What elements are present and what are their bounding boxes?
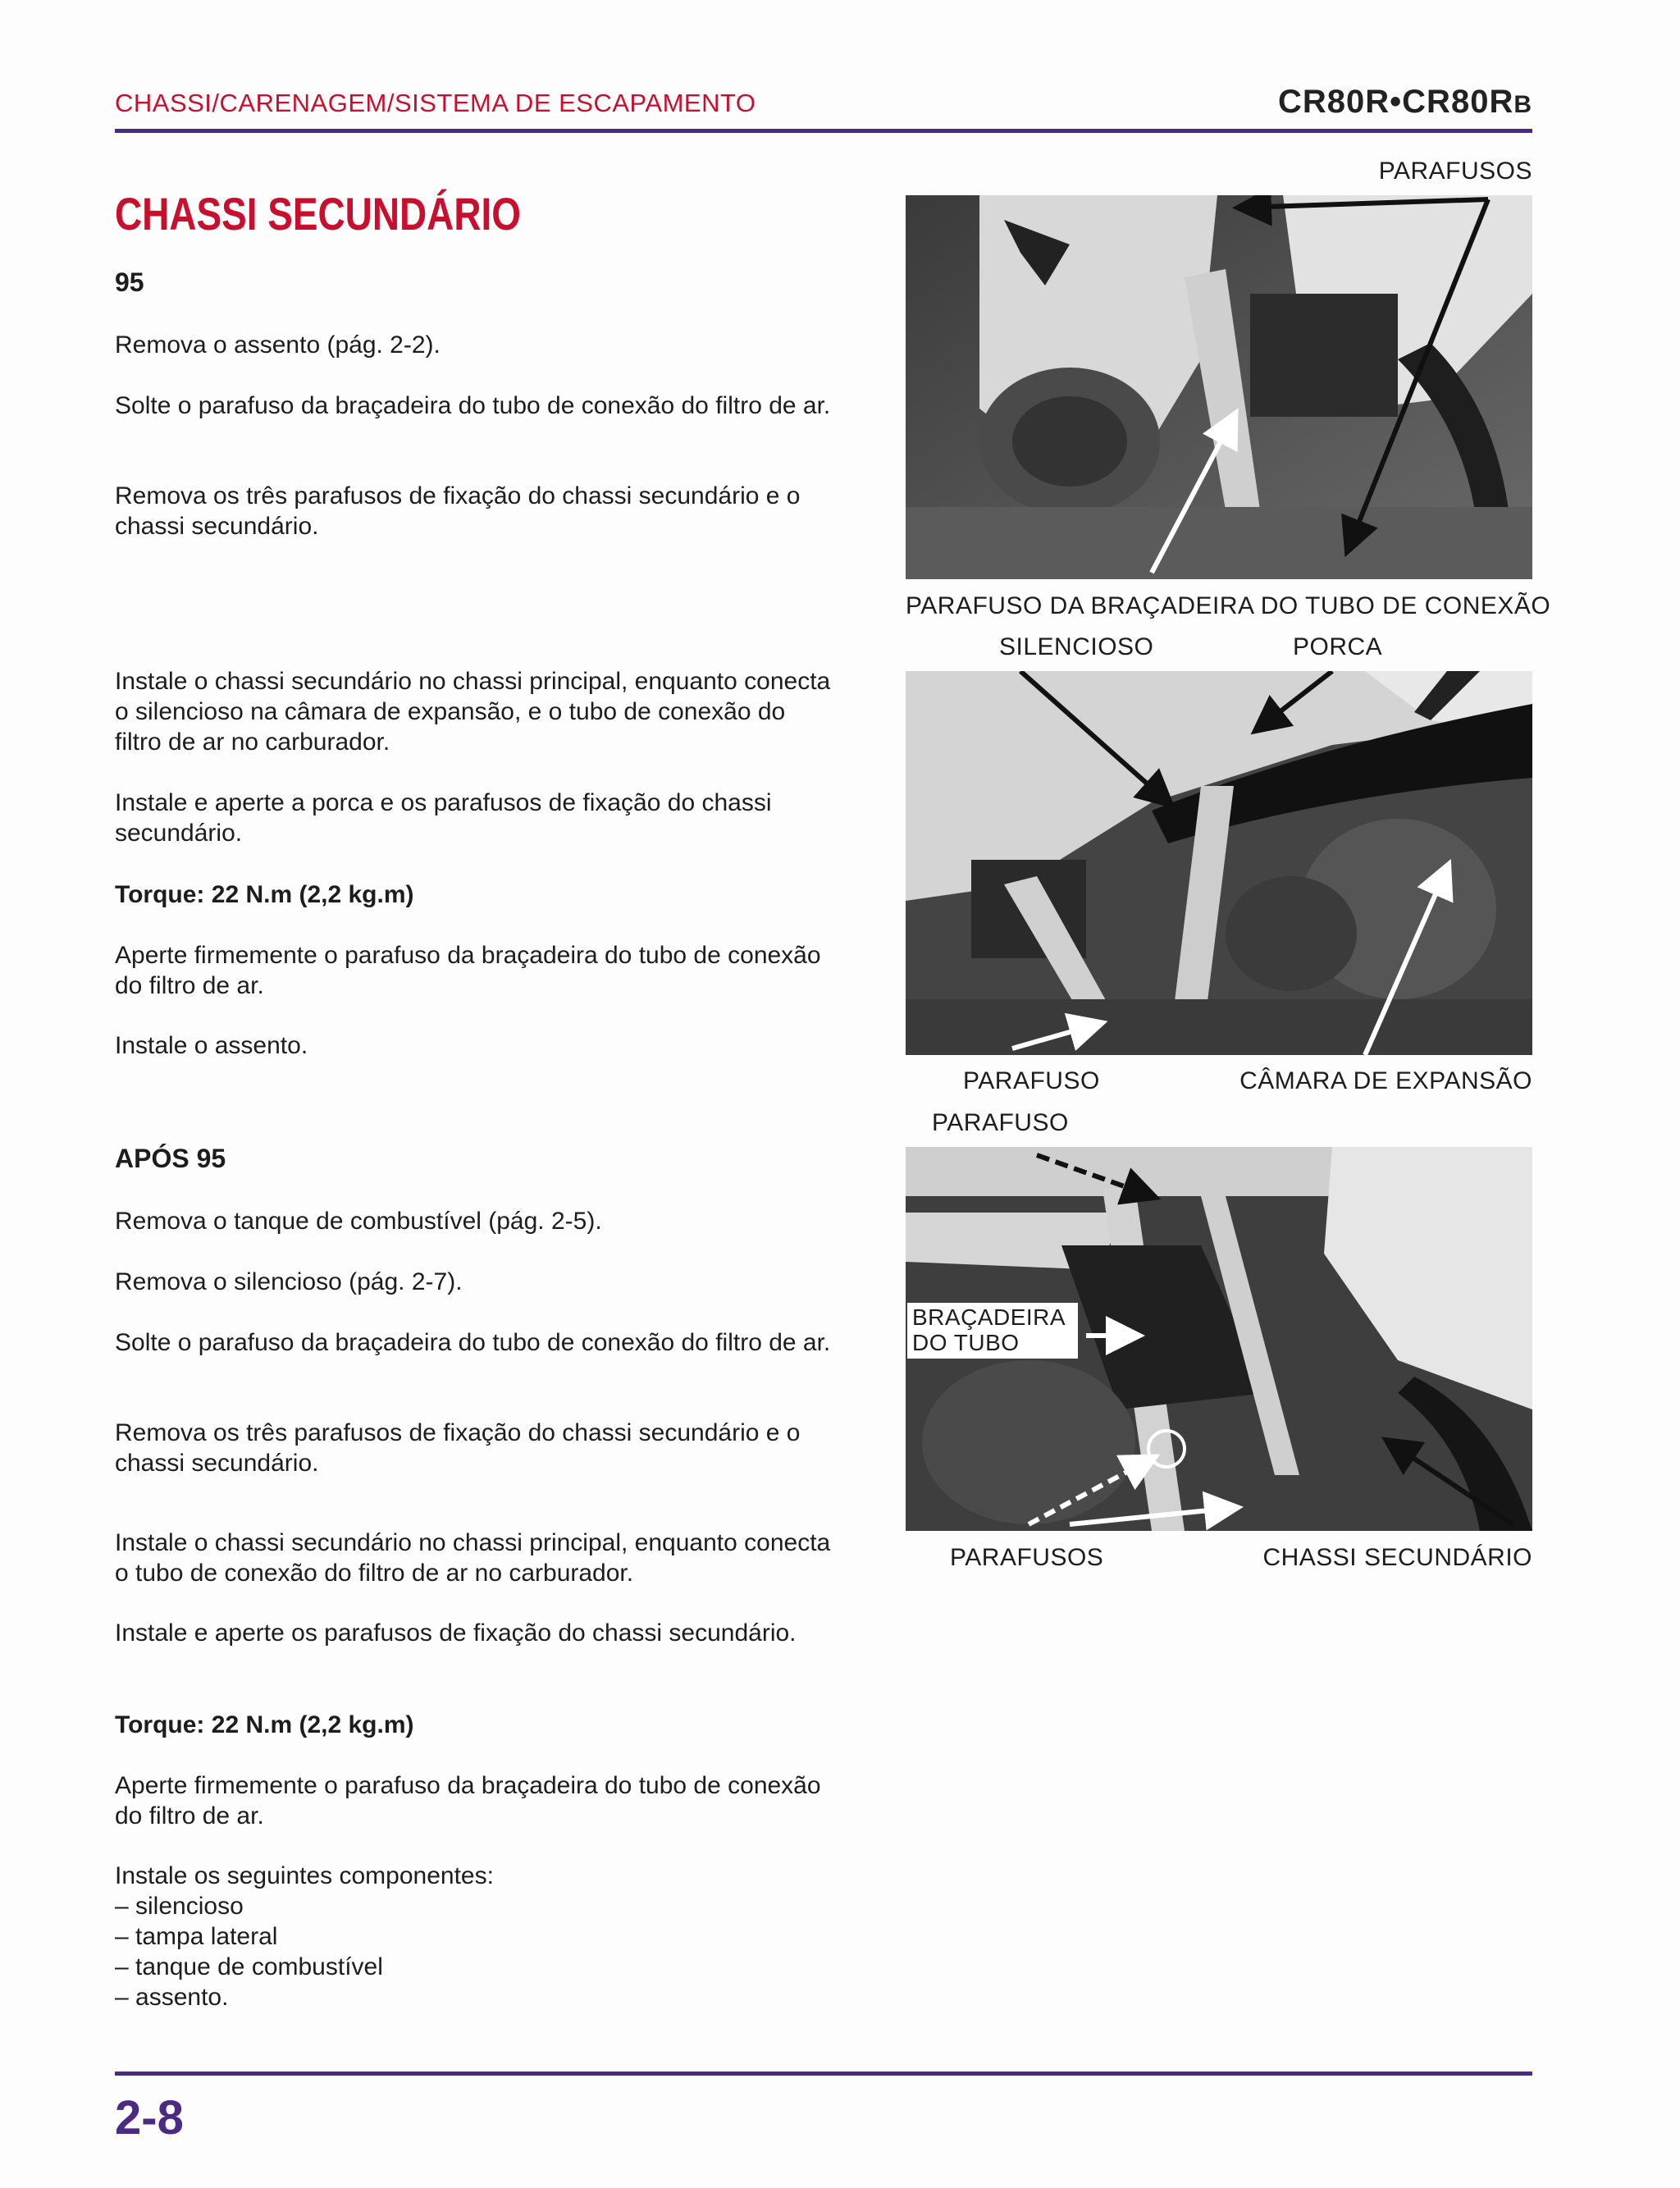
model-suffix: B: [1513, 91, 1532, 118]
section1-heading: 95: [115, 267, 144, 297]
section1-torque: Torque: 22 N.m (2,2 kg.m): [115, 881, 414, 908]
photo2-bottom-left-label: PARAFUSO: [963, 1067, 1100, 1094]
section1-step: Remova o assento (pág. 2-2).: [115, 331, 441, 359]
photo1-bottom-label: PARAFUSO DA BRAÇADEIRA DO TUBO DE CONEXÃO: [906, 592, 1551, 619]
header-rule: [115, 129, 1532, 133]
photo2-bottom-right-label: CÂMARA DE EXPANSÃO: [1239, 1067, 1532, 1094]
section2-step: Solte o parafuso da braçadeira do tubo de conexão do filtro de ar.: [115, 1329, 831, 1356]
photo1-top-label: PARAFUSOS: [1378, 158, 1532, 185]
section2-list-item: – assento.: [115, 1984, 229, 2011]
photo2-top-right-label: PORCA: [1293, 633, 1383, 660]
page-title: CHASSI SECUNDÁRIO: [115, 188, 521, 240]
photo2-image: [906, 671, 1532, 1055]
footer-rule: [115, 2072, 1532, 2076]
photo2-top-left-label: SILENCIOSO: [999, 633, 1154, 660]
page-number: 2-8: [115, 2091, 184, 2145]
section2-step: Instale os seguintes componentes:: [115, 1862, 494, 1889]
section2-heading: APÓS 95: [115, 1144, 226, 1173]
section2-step: Remova o silencioso (pág. 2-7).: [115, 1268, 463, 1295]
section1-step: Solte o parafuso da braçadeira do tubo de conexão do filtro de ar.: [115, 392, 831, 419]
section1-step: Instale o assento.: [115, 1032, 308, 1059]
photo3-overlay-line1: BRAÇADEIRA: [912, 1304, 1066, 1330]
section2-step: Aperte firmemente o parafuso da braçadeira do tubo de conexão do filtro de ar.: [115, 1772, 821, 1829]
photo3-bottom-left-label: PARAFUSOS: [950, 1544, 1104, 1571]
photo1-image: [906, 195, 1532, 579]
section1-step: Remova os três parafusos de fixação do chassi secundário e o chassi secundário.: [115, 482, 801, 540]
section1-step: Instale o chassi secundário no chassi principal, enquanto conecta o silencioso na câmara de expansão, e o tubo de conexão do filtro de ar no carburador.: [115, 668, 831, 756]
photo3-top-label: PARAFUSO: [932, 1109, 1069, 1136]
header-section-title: CHASSI/CARENAGEM/SISTEMA DE ESCAPAMENTO: [115, 89, 756, 117]
section2-step: Remova o tanque de combustível (pág. 2-5).: [115, 1208, 602, 1235]
model-main: CR80R•CR80R: [1278, 84, 1514, 120]
section2-step: Remova os três parafusos de fixação do chassi secundário e o chassi secundário.: [115, 1419, 801, 1477]
section2-step: Instale o chassi secundário no chassi principal, enquanto conecta o tubo de conexão do filtro de ar no carburador.: [115, 1529, 831, 1587]
photo3-bottom-right-label: CHASSI SECUNDÁRIO: [1262, 1544, 1532, 1571]
section2-list-item: – tanque de combustível: [115, 1953, 383, 1980]
section1-step: Instale e aperte a porca e os parafusos de fixação do chassi secundário.: [115, 789, 772, 847]
section2-list-item: – silencioso: [115, 1893, 244, 1920]
section1-step: Aperte firmemente o parafuso da braçadeira do tubo de conexão do filtro de ar.: [115, 942, 821, 999]
photo3-overlay-line2: DO TUBO: [912, 1330, 1020, 1355]
section2-torque: Torque: 22 N.m (2,2 kg.m): [115, 1711, 414, 1738]
photo1-graphic: [906, 195, 1532, 579]
section2-step: Instale e aperte os parafusos de fixação do chassi secundário.: [115, 1619, 797, 1647]
photo2-graphic: [906, 671, 1532, 1055]
header-model-name: [1278, 84, 1532, 121]
section2-list-item: – tampa lateral: [115, 1923, 278, 1950]
photo3-overlay-label: [907, 1303, 1078, 1359]
